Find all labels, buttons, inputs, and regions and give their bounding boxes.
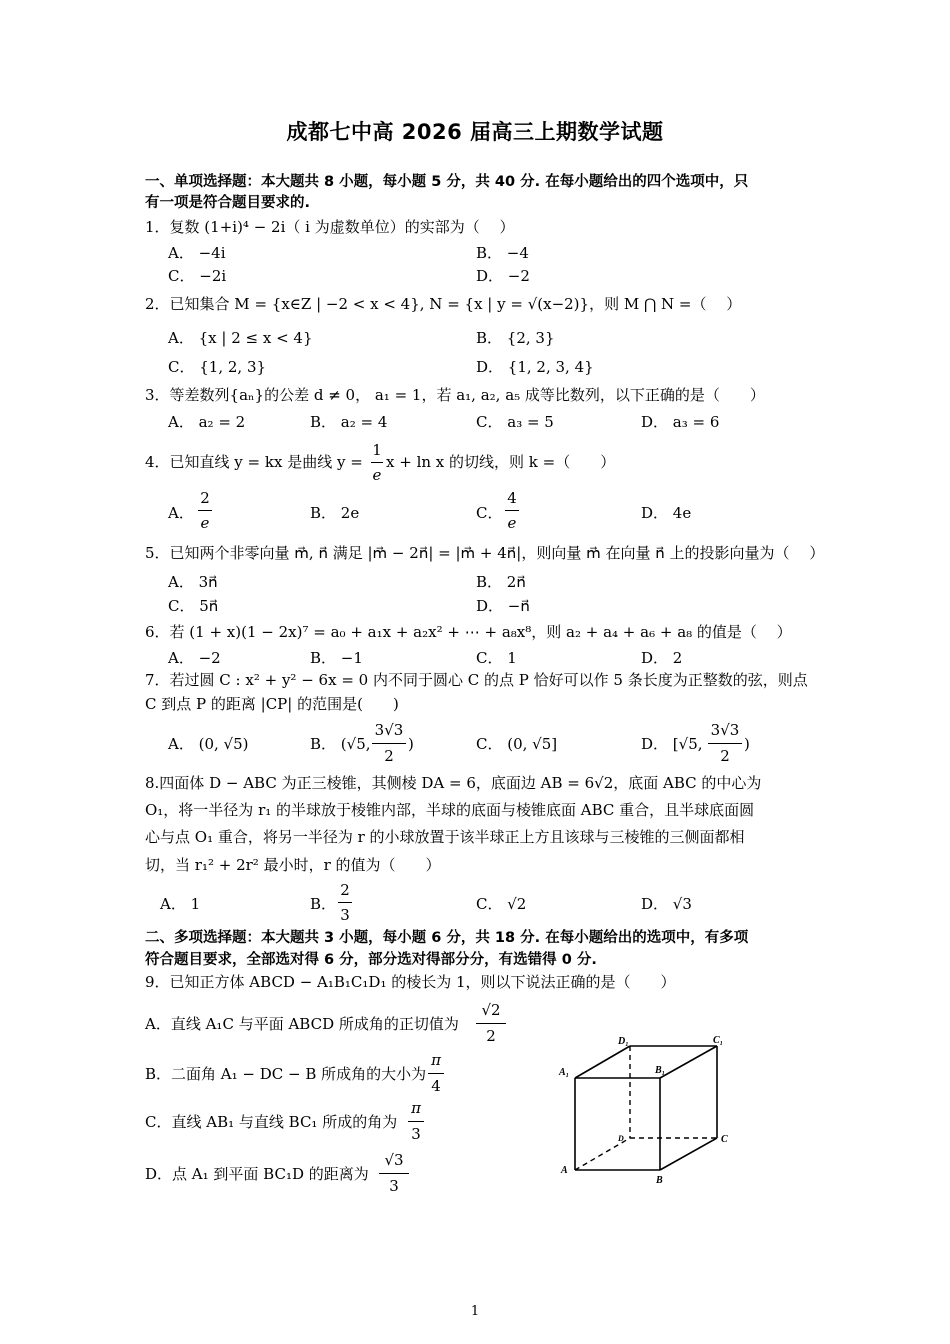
q9-stem: 9．已知正方体 ABCD − A₁B₁C₁D₁ 的棱长为 1，则以下说法正确的是（ ） (145, 973, 676, 991)
q9-option-a-text: A．直线 A₁C 与平面 ABCD 所成角的正切值为 (145, 1015, 459, 1033)
q7-option-d-post: ) (744, 735, 750, 753)
q4-option-d: D． 4e (641, 504, 692, 522)
label-c1: C₁ (713, 1035, 724, 1046)
label-b: B (656, 1175, 663, 1186)
q9-option-b-bar (428, 1073, 444, 1074)
q8-line3: 心与点 O₁ 重合，将另一半径为 r 的小球放置于该半球正上方且该球与三棱锥的三侧面都相 (145, 828, 745, 846)
q9-option-d-num: √3 (384, 1151, 404, 1169)
label-c: C (721, 1134, 728, 1145)
q8-option-d: D． √3 (641, 895, 692, 913)
label-a: A (561, 1165, 568, 1176)
q1-option-c: C． −2i (168, 267, 227, 285)
q9-option-a-bar (476, 1023, 506, 1024)
q4-option-a-label: A． (168, 504, 194, 522)
q5-option-a: A． 3n⃗ (168, 573, 218, 591)
edge-a1-d1 (575, 1046, 630, 1078)
q9-option-b-text: B．二面角 A₁ − DC − B 所成角的大小为 (145, 1065, 427, 1083)
q8-option-a: A． 1 (160, 895, 201, 913)
page-number: 1 (470, 1304, 480, 1319)
page-title: 成都七中高 2026 届高三上期数学试题 (286, 120, 664, 144)
q7-option-b-den: 2 (384, 747, 394, 765)
q6-option-b: B． −1 (310, 649, 363, 667)
label-a1: A₁ (559, 1067, 570, 1078)
q4-option-a-bar (198, 510, 212, 511)
q5-stem: 5．已知两个非零向量 m⃗, n⃗ 满足 |m⃗ − 2n⃗| = |m⃗ + 4n⃗|，则向量 m⃗ 在向量 n⃗ 上的投影向量为（ ） (145, 544, 825, 562)
q4-frac-bar (371, 462, 383, 463)
q4-option-c-label: C． (476, 504, 503, 522)
q8-option-c: C． √2 (476, 895, 527, 913)
q7-option-b-pre: B． (√5, (310, 735, 371, 753)
q6-option-c: C． 1 (476, 649, 517, 667)
q9-option-d-bar (379, 1173, 409, 1174)
q7-option-b-bar (372, 743, 406, 744)
q7-option-b-post: ) (408, 735, 414, 753)
edge-b1-c1 (660, 1046, 717, 1078)
q4-option-a-den: e (200, 514, 210, 532)
q2-stem: 2．已知集合 M = {x∈Z | −2 < x < 4}, N = {x | y = √(x−2)}，则 M ⋂ N =（ ） (145, 295, 742, 313)
q5-option-d: D． −n⃗ (476, 597, 530, 615)
q3-option-d: D． a₃ = 6 (641, 413, 720, 431)
q7-option-a: A． (0, √5) (168, 735, 249, 753)
q7-option-d-num: 3√3 (710, 721, 740, 739)
q2-option-d: D． {1, 2, 3, 4} (476, 358, 594, 376)
q7-line1: 7．若过圆 C : x² + y² − 6x = 0 内不同于圆心 C 的点 P 恰好可以作 5 条长度为正整数的弦，则点 (145, 671, 808, 689)
q6-option-a: A． −2 (168, 649, 221, 667)
q9-option-c-text: C．直线 AB₁ 与直线 BC₁ 所成的角为 (145, 1113, 398, 1131)
q9-option-c-den: 3 (411, 1125, 421, 1143)
q3-option-a: A． a₂ = 2 (168, 413, 246, 431)
q3-option-c: C． a₃ = 5 (476, 413, 554, 431)
q7-option-b-num: 3√3 (374, 721, 404, 739)
q7-option-c: C． (0, √5] (476, 735, 558, 753)
section1-heading-line1: 一、单项选择题：本大题共 8 小题，每小题 5 分，共 40 分. 在每小题给出的四个选项中，只 (145, 174, 749, 190)
label-d: D (618, 1134, 624, 1143)
q6-option-d: D． 2 (641, 649, 683, 667)
q2-option-b: B． {2, 3} (476, 329, 555, 347)
q8-line1: 8.四面体 D − ABC 为正三棱锥，其侧棱 DA = 6，底面边 AB = 6√2，底面 ABC 的中心为 (145, 774, 762, 792)
q7-option-d-den: 2 (720, 747, 730, 765)
q8-option-b-bar (338, 902, 352, 903)
q4-stem-post: x + ln x 的切线，则 k =（ ） (386, 453, 616, 471)
q1-stem: 1．复数 (1+i)⁴ − 2i（ i 为虚数单位）的实部为（ ） (145, 218, 515, 236)
q4-option-b: B． 2e (310, 504, 360, 522)
q9-option-d-den: 3 (389, 1177, 399, 1195)
q7-option-d-pre: D． [√5, (641, 735, 703, 753)
q4-stem-pre: 4．已知直线 y = kx 是曲线 y = (145, 453, 363, 471)
q4-frac-num: 1 (372, 441, 382, 459)
q2-option-a: A． {x | 2 ≤ x < 4} (168, 329, 313, 347)
q1-option-b: B． −4 (476, 244, 529, 262)
q8-option-b-label: B． (310, 895, 337, 913)
q2-option-c: C． {1, 2, 3} (168, 358, 267, 376)
q9-option-c-num: π (411, 1099, 421, 1117)
q3-stem: 3．等差数列{aₙ}的公差 d ≠ 0， a₁ = 1，若 a₁, a₂, a₅ 成等比数列，以下正确的是（ ） (145, 386, 765, 404)
q4-option-c-num: 4 (507, 489, 517, 507)
section2-heading-line1: 二、多项选择题：本大题共 3 小题，每小题 6 分，共 18 分. 在每小题给出的选项中，有多项 (145, 930, 749, 946)
section1-heading-line2: 有一项是符合题目要求的. (145, 195, 311, 211)
q5-option-b: B． 2n⃗ (476, 573, 526, 591)
q9-option-b-num: π (431, 1051, 441, 1069)
edge-b-c (660, 1138, 717, 1170)
q9-option-d-text: D．点 A₁ 到平面 BC₁D 的距离为 (145, 1165, 369, 1183)
q4-option-c-bar (505, 510, 519, 511)
q9-option-a-num: √2 (481, 1001, 501, 1019)
label-d1: D₁ (618, 1036, 629, 1047)
q7-option-d-bar (708, 743, 742, 744)
q8-line2: O₁，将一半径为 r₁ 的半球放于棱锥内部，半球的底面与棱锥底面 ABC 重合，且半球底面圆 (145, 801, 755, 819)
q6-stem: 6．若 (1 + x)(1 − 2x)⁷ = a₀ + a₁x + a₂x² + ⋯ + a₈x⁸，则 a₂ + a₄ + a₆ + a₈ 的值是（ ） (145, 623, 792, 641)
q8-option-b-num: 2 (340, 881, 350, 899)
q7-line2: C 到点 P 的距离 |CP| 的范围是( ) (145, 695, 399, 713)
q1-option-a: A． −4i (168, 244, 226, 262)
q5-option-c: C． 5n⃗ (168, 597, 219, 615)
q8-line4: 切，当 r₁² + 2r² 最小时，r 的值为（ ） (145, 856, 441, 874)
q4-frac-den: e (372, 466, 382, 484)
q9-option-a-den: 2 (486, 1027, 496, 1045)
q8-option-b-den: 3 (340, 906, 350, 924)
label-b1: B₁ (655, 1065, 666, 1076)
q4-option-a-num: 2 (200, 489, 210, 507)
section2-heading-line2: 符合题目要求，全部选对得 6 分，部分选对得部分分，有选错得 0 分. (145, 952, 597, 968)
q3-option-b: B． a₂ = 4 (310, 413, 388, 431)
q9-option-b-den: 4 (431, 1077, 441, 1095)
q4-option-c-den: e (507, 514, 517, 532)
cube-figure (550, 1028, 750, 1193)
q9-option-c-bar (408, 1121, 424, 1122)
q1-option-d: D． −2 (476, 267, 530, 285)
